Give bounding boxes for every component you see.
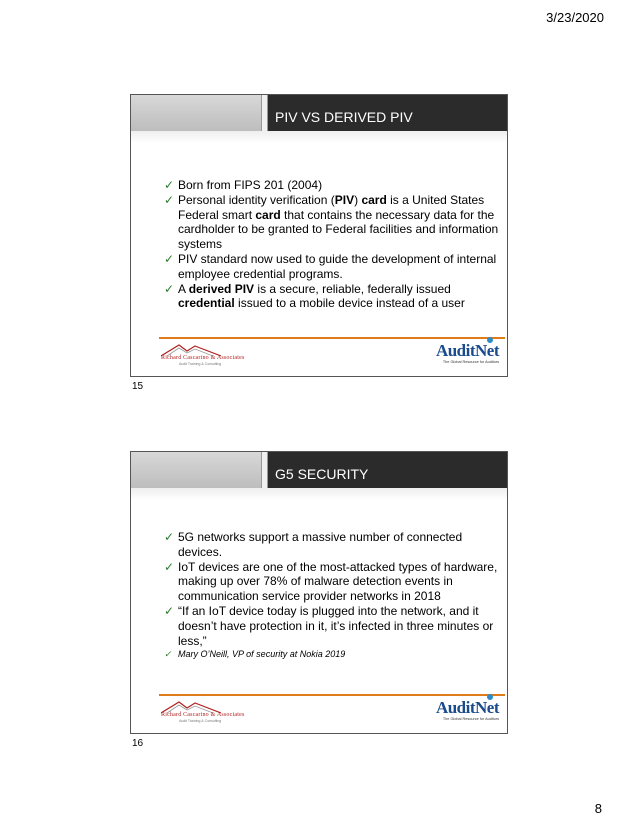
bullet-text-run: 5G networks support a massive number of connected devices. bbox=[178, 530, 463, 559]
slide-header bbox=[131, 452, 507, 488]
cascarino-logo-text: Richard Cascarino & Associates bbox=[161, 712, 245, 718]
cascarino-logo bbox=[161, 700, 271, 724]
auditnet-logo-text: AuditNet bbox=[435, 341, 499, 360]
header-separator bbox=[261, 452, 268, 488]
auditnet-tagline: The Global Resource for Auditors bbox=[442, 360, 499, 364]
checkmark-icon: ✓ bbox=[164, 559, 175, 574]
bullet-text-run: card bbox=[361, 192, 387, 207]
bullet-text-run: Born from FIPS 201 (2004) bbox=[178, 178, 323, 192]
bullet-item bbox=[164, 648, 499, 661]
checkmark-icon: ✓ bbox=[164, 192, 175, 207]
bullet-item bbox=[164, 252, 499, 282]
auditnet-logo-text: AuditNet bbox=[435, 698, 499, 717]
header-band bbox=[131, 488, 507, 500]
bullet-item bbox=[164, 530, 499, 560]
header-band bbox=[131, 131, 507, 143]
bullet-list bbox=[164, 178, 499, 311]
cascarino-logo-sub: Audit Training & Consulting bbox=[179, 719, 222, 723]
checkmark-icon: ✓ bbox=[164, 649, 172, 660]
bullet-text-run: Mary O’Neill, VP of security at Nokia 2019 bbox=[178, 649, 346, 660]
slide-number: 16 bbox=[132, 738, 144, 749]
auditnet-tagline: The Global Resource for Auditors bbox=[442, 717, 499, 721]
header-left-panel bbox=[131, 452, 261, 488]
bullet-item bbox=[164, 193, 499, 252]
bullet-text-run: PIV bbox=[334, 192, 355, 207]
auditnet-logo bbox=[435, 694, 503, 728]
cascarino-logo-text: Richard Cascarino & Associates bbox=[161, 355, 245, 361]
bullet-text-run: “If an IoT device today is plugged into the network, and it doesn’t have protection in it, it’s infected in three minutes or less,” bbox=[178, 603, 494, 648]
bullet-item bbox=[164, 178, 499, 193]
slide-15 bbox=[130, 94, 508, 377]
bullet-text-run: PIV standard now used to guide the development of internal employee credential programs. bbox=[178, 251, 497, 281]
bullet-text-run: ) bbox=[354, 192, 362, 207]
checkmark-icon: ✓ bbox=[164, 178, 175, 192]
cascarino-logo bbox=[161, 343, 271, 367]
checkmark-icon: ✓ bbox=[164, 281, 175, 296]
slide-title: G5 SECURITY bbox=[275, 466, 369, 482]
bullet-list bbox=[164, 530, 499, 661]
bullet-text-run: is a secure, reliable, federally issued bbox=[254, 281, 451, 296]
checkmark-icon: ✓ bbox=[164, 251, 175, 266]
bullet-text-run: that contains the necessary data for the cardholder to be granted to Federal facilities and information systems bbox=[178, 207, 499, 252]
bullet-text-run: IoT devices are one of the most-attacked types of hardware, making up over 78% of malware detection events in communication service provider networks in 2018 bbox=[178, 559, 498, 604]
bullet-item bbox=[164, 604, 499, 648]
header-left-panel bbox=[131, 95, 261, 131]
slide-number: 15 bbox=[132, 381, 144, 392]
checkmark-icon: ✓ bbox=[164, 530, 175, 544]
slide-16 bbox=[130, 451, 508, 734]
bullet-item bbox=[164, 560, 499, 604]
bullet-text-run: A bbox=[178, 281, 189, 296]
bullet-text-run: issued to a mobile device instead of a user bbox=[234, 296, 465, 311]
bullet-item bbox=[164, 282, 499, 312]
checkmark-icon: ✓ bbox=[164, 603, 175, 618]
auditnet-logo bbox=[435, 337, 503, 371]
header-separator bbox=[261, 95, 268, 131]
bullet-text-run: card bbox=[255, 207, 281, 222]
bullet-text-run: Personal identity verification ( bbox=[178, 192, 335, 207]
cascarino-logo-sub: Audit Training & Consulting bbox=[179, 362, 222, 366]
bullet-text-run: is a United States Federal smart bbox=[178, 192, 485, 222]
bullet-text-run: derived PIV bbox=[188, 281, 255, 296]
page-number: 8 bbox=[594, 801, 602, 816]
slide-title: PIV VS DERIVED PIV bbox=[275, 109, 413, 125]
slide-header bbox=[131, 95, 507, 131]
date-header: 3/23/2020 bbox=[546, 10, 604, 25]
bullet-text-run: credential bbox=[178, 296, 235, 311]
